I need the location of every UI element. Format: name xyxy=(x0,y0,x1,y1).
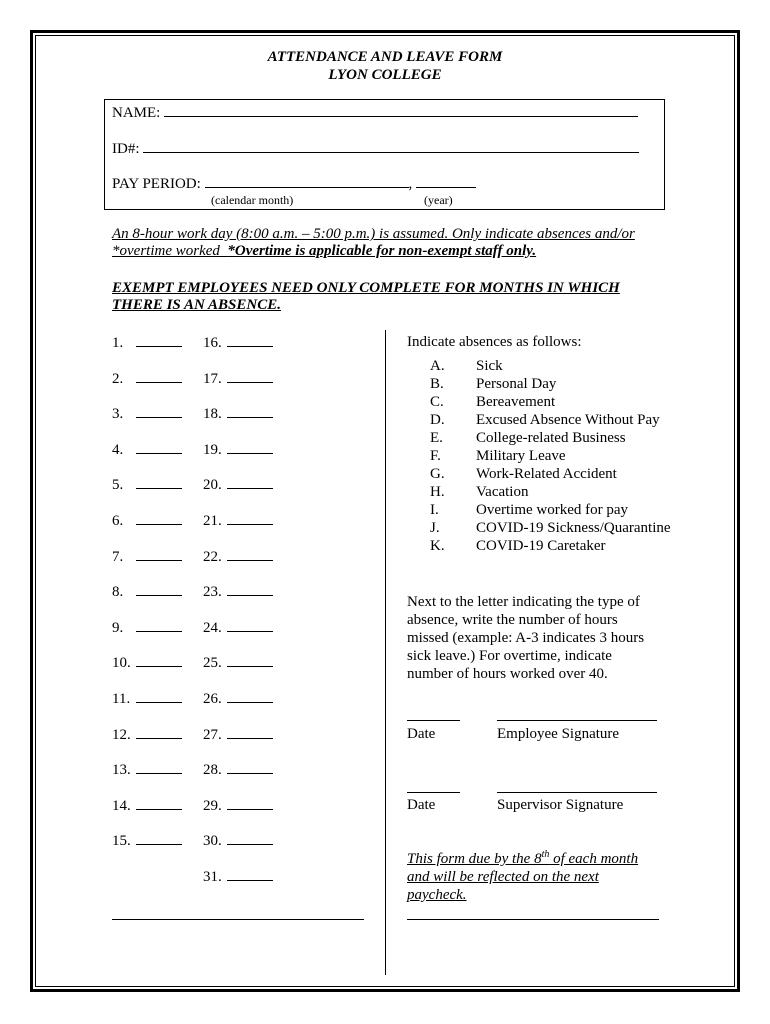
day-number: 8. xyxy=(112,584,124,601)
day-entry[interactable] xyxy=(203,511,273,530)
form-title: ATTENDANCE AND LEAVE FORM xyxy=(267,49,503,65)
day-number: 1. xyxy=(112,335,124,351)
day-entry[interactable] xyxy=(203,333,273,352)
due-date-note xyxy=(407,850,657,904)
day-entry[interactable] xyxy=(112,511,182,530)
day-hours-blank[interactable] xyxy=(227,653,273,667)
instruction-line: missed (example: A-3 indicates 3 hours xyxy=(407,630,645,646)
day-number: 16. xyxy=(203,335,222,351)
pay-period-month-line[interactable] xyxy=(205,174,409,188)
day-number: 30. xyxy=(203,833,222,850)
supervisor-date-line[interactable] xyxy=(407,792,460,793)
absence-code-row xyxy=(430,357,503,375)
day-hours-blank[interactable] xyxy=(136,404,182,418)
day-number: 29. xyxy=(203,797,222,814)
name-label: NAME: xyxy=(112,105,161,121)
day-hours-blank[interactable] xyxy=(136,511,182,525)
absence-code-letter: I. xyxy=(430,502,439,518)
day-hours-blank[interactable] xyxy=(227,618,273,632)
absence-code-label: Bereavement xyxy=(476,394,556,410)
day-entry[interactable] xyxy=(203,369,273,388)
day-number: 27. xyxy=(203,726,222,743)
id-label: ID#: xyxy=(112,141,140,157)
day-entry[interactable] xyxy=(112,760,182,779)
day-entry[interactable] xyxy=(203,582,273,601)
workday-notice-line1: An 8-hour work day (8:00 a.m. – 5:00 p.m.) is assumed. Only indicate absences and/or xyxy=(112,226,635,242)
absence-code-letter: D. xyxy=(430,412,445,428)
absence-code-letter: K. xyxy=(430,538,445,554)
absence-code-row xyxy=(430,429,626,447)
instruction-line: number of hours worked over 40. xyxy=(407,666,608,682)
id-line[interactable] xyxy=(143,139,639,153)
day-entry[interactable] xyxy=(203,796,273,815)
due-note-part1: This form due by the 8 xyxy=(407,851,542,867)
pay-period-label: PAY PERIOD: xyxy=(112,176,201,192)
employee-date-line[interactable] xyxy=(407,720,460,721)
absence-code-row xyxy=(430,483,528,501)
day-entry[interactable] xyxy=(112,475,182,494)
absence-code-letter: A. xyxy=(430,358,445,374)
day-number: 5. xyxy=(112,477,124,494)
day-hours-blank[interactable] xyxy=(227,333,273,347)
absence-code-row xyxy=(430,519,671,537)
pay-period-comma: , xyxy=(408,176,413,192)
day-hours-blank[interactable] xyxy=(136,582,182,596)
day-number: 10. xyxy=(112,655,131,672)
day-hours-blank[interactable] xyxy=(136,760,182,774)
day-hours-blank[interactable] xyxy=(227,404,273,418)
day-entry[interactable] xyxy=(112,796,182,815)
day-entry[interactable] xyxy=(112,404,182,423)
day-entry[interactable] xyxy=(112,369,182,388)
day-number: 25. xyxy=(203,655,222,672)
day-entry[interactable] xyxy=(203,618,273,637)
absence-code-label: College-related Business xyxy=(476,430,626,446)
day-entry[interactable] xyxy=(112,440,182,459)
absence-code-row xyxy=(430,465,617,483)
day-number: 24. xyxy=(203,619,222,636)
day-hours-blank[interactable] xyxy=(136,369,182,383)
instruction-line: sick leave.) For overtime, indicate xyxy=(407,648,612,664)
day-entry[interactable] xyxy=(203,689,273,708)
day-number: 2. xyxy=(112,370,124,387)
day-entry[interactable] xyxy=(203,404,273,423)
day-hours-blank[interactable] xyxy=(227,440,273,454)
day-number: 7. xyxy=(112,548,124,565)
day-number: 17. xyxy=(203,370,222,387)
day-number: 4. xyxy=(112,441,124,458)
overtime-applicable-text: *Overtime is applicable for non-exempt staff only. xyxy=(227,243,537,259)
absence-code-row xyxy=(430,501,628,519)
day-entry[interactable] xyxy=(203,475,273,494)
name-field[interactable] xyxy=(112,103,638,122)
day-hours-blank[interactable] xyxy=(227,475,273,489)
pay-period-field[interactable] xyxy=(112,174,476,193)
day-hours-blank[interactable] xyxy=(227,582,273,596)
day-entry[interactable] xyxy=(112,547,182,566)
absence-code-label: Military Leave xyxy=(476,448,566,464)
day-number: 14. xyxy=(112,797,131,814)
day-hours-blank[interactable] xyxy=(136,333,182,347)
day-number: 13. xyxy=(112,762,131,779)
day-entry[interactable] xyxy=(112,618,182,637)
day-entry[interactable] xyxy=(112,582,182,601)
exempt-notice: EXEMPT EMPLOYEES NEED ONLY COMPLETE FOR MONTHS IN WHICH THERE IS AN ABSENCE. xyxy=(112,280,620,313)
day-number: 15. xyxy=(112,833,131,850)
day-entry[interactable] xyxy=(112,653,182,672)
absence-code-label: COVID-19 Caretaker xyxy=(476,538,606,554)
workday-notice-line2 xyxy=(112,243,536,260)
day-hours-blank[interactable] xyxy=(136,796,182,810)
day-entry[interactable] xyxy=(203,440,273,459)
absence-code-letter: F. xyxy=(430,448,441,464)
day-number: 28. xyxy=(203,762,222,779)
absence-code-label: Personal Day xyxy=(476,376,557,392)
day-hours-blank[interactable] xyxy=(227,796,273,810)
day-hours-blank[interactable] xyxy=(227,547,273,561)
employee-signature-label: Employee Signature xyxy=(497,726,620,742)
day-number: 21. xyxy=(203,513,222,529)
day-number: 9. xyxy=(112,619,124,636)
day-number: 22. xyxy=(203,548,222,565)
day-number: 3. xyxy=(112,406,124,423)
employee-signature-line[interactable] xyxy=(497,720,657,721)
day-entry[interactable] xyxy=(203,725,273,744)
absence-code-label: Overtime worked for pay xyxy=(476,502,629,518)
day-hours-blank[interactable] xyxy=(136,831,182,845)
pay-period-year-line[interactable] xyxy=(416,174,476,188)
day-entry[interactable] xyxy=(112,689,182,708)
day-number: 19. xyxy=(203,441,222,458)
supervisor-date-label: Date xyxy=(407,797,436,813)
absence-code-letter: B. xyxy=(430,376,444,392)
absence-heading: Indicate absences as follows: xyxy=(407,334,582,350)
supervisor-signature-line[interactable] xyxy=(497,792,657,793)
instruction-line: Next to the letter indicating the type of xyxy=(407,594,640,610)
absence-code-row xyxy=(430,447,566,465)
day-number: 23. xyxy=(203,584,222,601)
day-number: 12. xyxy=(112,726,131,743)
day-entry[interactable] xyxy=(203,831,273,850)
day-hours-blank[interactable] xyxy=(227,511,273,525)
absence-code-letter: G. xyxy=(430,466,445,482)
day-hours-blank[interactable] xyxy=(136,475,182,489)
instruction-line: absence, write the number of hours xyxy=(407,612,618,628)
day-entry[interactable] xyxy=(203,547,273,566)
column-divider xyxy=(385,330,386,975)
day-entry[interactable] xyxy=(112,831,182,850)
day-hours-blank[interactable] xyxy=(136,653,182,667)
day-hours-blank[interactable] xyxy=(227,831,273,845)
absence-code-row xyxy=(430,537,606,555)
absence-code-row xyxy=(430,375,556,393)
day-number: 31. xyxy=(203,869,222,885)
bottom-right-rule xyxy=(407,919,659,920)
employee-date-label: Date xyxy=(407,726,436,742)
absence-code-label: Work-Related Accident xyxy=(476,466,617,482)
day-number: 11. xyxy=(112,691,131,707)
day-hours-blank[interactable] xyxy=(227,760,273,774)
name-line[interactable] xyxy=(164,103,638,117)
day-number: 18. xyxy=(203,406,222,423)
year-hint: (year) xyxy=(424,193,453,207)
due-note-part2: of each month and will be reflected on the next paycheck. xyxy=(407,851,639,903)
day-entry[interactable] xyxy=(203,653,273,672)
day-entry[interactable] xyxy=(112,725,182,744)
day-entry[interactable] xyxy=(203,760,273,779)
absence-code-label: Sick xyxy=(476,358,503,374)
id-field[interactable] xyxy=(112,139,639,158)
absence-code-label: Excused Absence Without Pay xyxy=(476,412,660,428)
absence-code-label: Vacation xyxy=(476,484,529,500)
overtime-worked-text: *overtime worked xyxy=(112,243,228,259)
day-hours-blank[interactable] xyxy=(227,369,273,383)
day-hours-blank[interactable] xyxy=(227,689,273,703)
absence-code-letter: J. xyxy=(430,520,440,536)
day-hours-blank[interactable] xyxy=(227,867,273,881)
day-number: 26. xyxy=(203,691,222,707)
day-hours-blank[interactable] xyxy=(136,618,182,632)
absence-code-letter: C. xyxy=(430,394,444,410)
day-hours-blank[interactable] xyxy=(227,725,273,739)
supervisor-signature-label: Supervisor Signature xyxy=(497,797,624,813)
absence-code-label: COVID-19 Sickness/Quarantine xyxy=(476,520,671,536)
day-number: 20. xyxy=(203,477,222,494)
day-hours-blank[interactable] xyxy=(136,547,182,561)
bottom-left-rule xyxy=(112,919,364,920)
absence-code-row xyxy=(430,393,555,411)
day-hours-blank[interactable] xyxy=(136,440,182,454)
absence-code-letter: E. xyxy=(430,430,443,446)
day-hours-blank[interactable] xyxy=(136,725,182,739)
day-entry[interactable] xyxy=(203,867,273,886)
day-entry[interactable] xyxy=(112,333,182,352)
day-hours-blank[interactable] xyxy=(136,689,182,703)
month-hint: (calendar month) xyxy=(211,193,294,207)
day-number: 6. xyxy=(112,513,124,529)
absence-code-row xyxy=(430,411,660,429)
due-note-superscript: th xyxy=(541,849,550,860)
form-subtitle: LYON COLLEGE xyxy=(328,67,442,83)
absence-code-letter: H. xyxy=(430,484,445,500)
